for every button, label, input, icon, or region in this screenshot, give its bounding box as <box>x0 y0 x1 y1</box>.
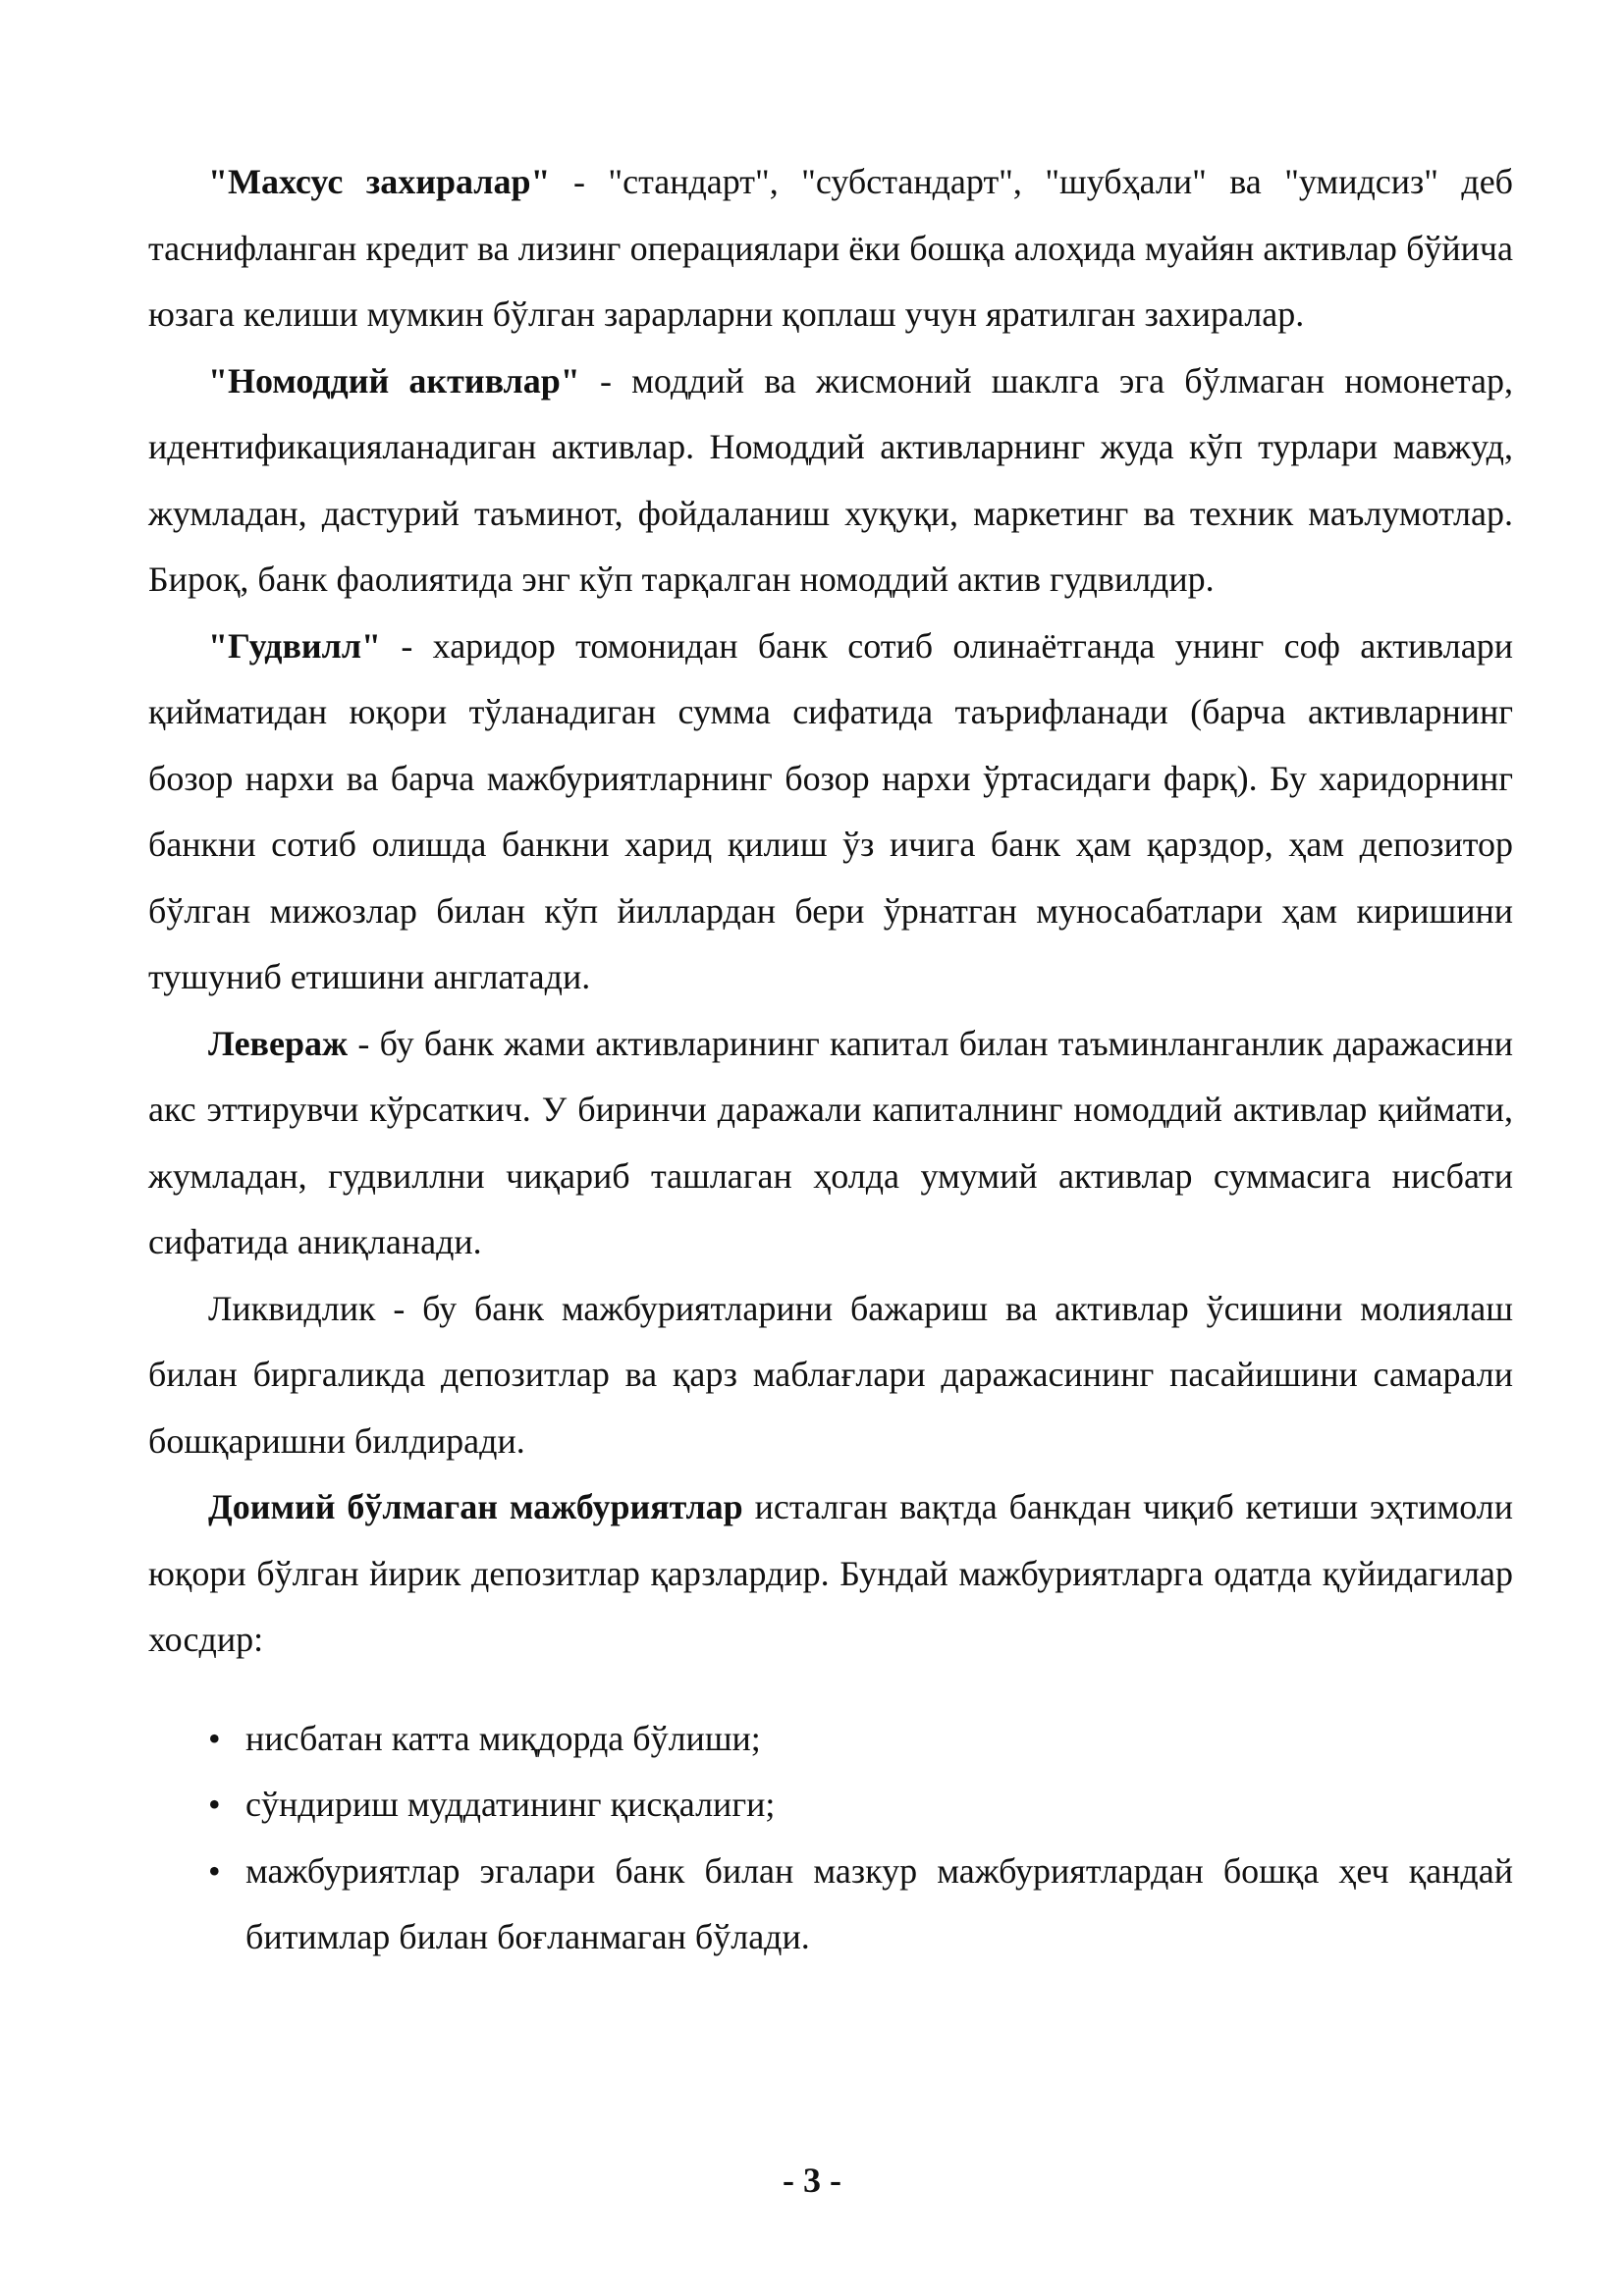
paragraph-liquidity <box>148 1276 1513 1475</box>
list-item <box>148 1772 1513 1839</box>
definition-liquidity: Ликвидлик - бу банк мажбуриятларини бажариш ва активлар ўсишини молиялаш билан биргаликда депозитлар ва қарз маблағлари даражасининг пасайишини самарали бошқаришни билдиради. <box>148 1288 1513 1461</box>
list-item-text: нисбатан катта миқдорда бўлиши; <box>245 1718 761 1758</box>
definition-special-reserves: - "стандарт", "субстандарт", "шубҳали" ва "умидсиз" деб таснифланган кредит ва лизинг операциялари ёки бошқа алоҳида муайян активлар бўйича юзага келиши мумкин бўлган зарарларни қоплаш учун яратилган захиралар. <box>148 162 1513 334</box>
list-item-text: сўндириш муддатининг қисқалиги; <box>245 1785 776 1824</box>
bullet-icon: • <box>208 1718 221 1758</box>
paragraph-volatile-liabilities <box>148 1474 1513 1674</box>
term-special-reserves: "Махсус захиралар" <box>208 162 551 201</box>
term-volatile-liabilities: Доимий бўлмаган мажбуриятлар <box>208 1487 743 1526</box>
definition-intangible-assets: - моддий ва жисмоний шаклга эга бўлмаган номонетар, идентификацияланадиган активлар. Номоддий активларнинг жуда кўп турлари мавжуд, жумладан, дастурий таъминот, фойдаланиш хуқуқи, маркетинг ва техник маълумотлар. Бироқ, банк фаолиятида энг кўп тарқалган номоддий актив гудвилдир. <box>148 360 1513 599</box>
bullet-icon: • <box>208 1785 221 1824</box>
list-item-text: мажбуриятлар эгалари банк билан мазкур мажбуриятлардан бошқа ҳеч қандай битимлар билан боғланмаган бўлади. <box>245 1850 1513 1956</box>
paragraph-leverage <box>148 1011 1513 1276</box>
bullet-icon: • <box>208 1850 221 1891</box>
page-number: - 3 - <box>783 2161 841 2200</box>
definition-goodwill: - харидор томонидан банк сотиб олинаётганда унинг соф активлари қийматидан юқори тўланадиган сумма сифатида таърифланади (барча активларнинг бозор нархи ва барча мажбуриятларнинг бозор нархи ўртасидаги фарқ). Бу харидорнинг банкни сотиб олишда банкни харид қилиш ўз ичига банк ҳам қарздор, ҳам депозитор бўлган мижозлар билан кўп йиллардан бери ўрнатган муносабатлари ҳам киришини тушуниб етишини англатади. <box>148 625 1513 996</box>
document-page <box>148 149 1513 1971</box>
list-item <box>148 1839 1513 1971</box>
definition-volatile-liabilities: исталган вақтда банкдан чиқиб кетиши эҳтимоли юқори бўлган йирик депозитлар қарзлардир. Бундай мажбуриятларга одатда қуйидагилар хосдир: <box>148 1487 1513 1659</box>
bullet-list <box>148 1706 1513 1971</box>
list-item <box>148 1706 1513 1773</box>
term-intangible-assets: "Номоддий активлар" <box>208 360 580 400</box>
paragraph-goodwill <box>148 614 1513 1011</box>
term-goodwill: "Гудвилл" <box>208 625 382 666</box>
term-leverage: Левераж <box>208 1023 349 1063</box>
definition-leverage: - бу банк жами активларининг капитал билан таъминланганлик даражасини акс эттирувчи кўрсаткич. У биринчи даражали капиталнинг номоддий активлар қиймати, жумладан, гудвиллни чиқариб ташлаган ҳолда умумий активлар суммасига нисбати сифатида аниқланади. <box>148 1023 1513 1261</box>
paragraph-intangible-assets <box>148 348 1513 614</box>
paragraph-special-reserves <box>148 149 1513 348</box>
